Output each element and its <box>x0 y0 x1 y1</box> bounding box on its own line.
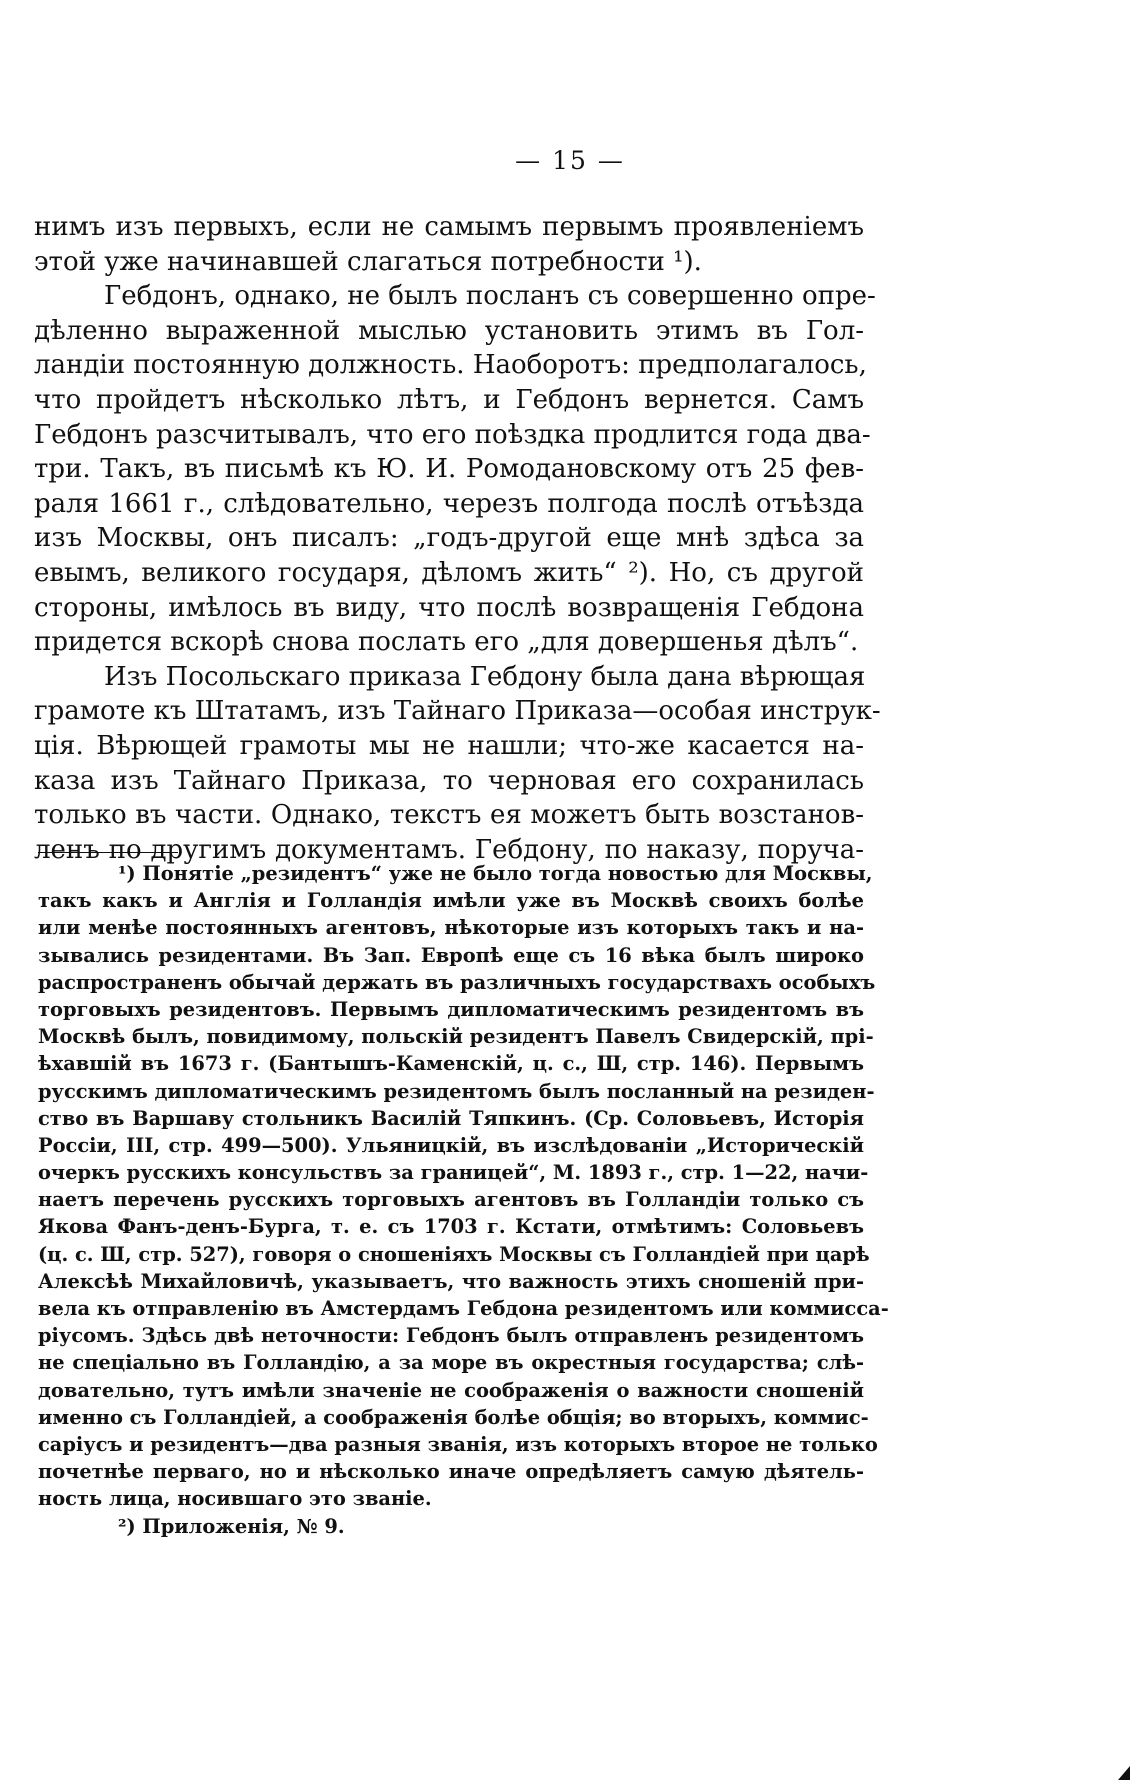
text-line: этой уже начинавшей слагаться потребности ¹). <box>34 246 702 277</box>
footnote-line: русскимъ дипломатическимъ резидентомъ былъ посланный на резиден- <box>38 1079 875 1103</box>
footnote-divider <box>38 852 178 853</box>
footnote-line: почетнѣе перваго, но и нѣсколько иначе опредѣляетъ самую дѣятель- <box>38 1460 864 1484</box>
footnote-line: именно съ Голландiей, а соображенiя болѣе общiя; во вторыхъ, коммис- <box>38 1405 869 1429</box>
text-line: только въ части. Однако, текстъ ея можетъ быть возстанов- <box>34 800 864 831</box>
footnote-line: не спецiально въ Голландiю, а за море въ окрестныя государства; слѣ- <box>38 1351 864 1375</box>
footnote-line: Якова Фанъ-денъ-Бурга, т. е. съ 1703 г. Кстати, отмѣтимъ: Соловьевъ <box>38 1215 864 1239</box>
footnote-line: распространенъ обычай держать въ различныхъ государствахъ особыхъ <box>38 970 876 994</box>
footnote-line: или менѣе постоянныхъ агентовъ, нѣкоторые изъ которыхъ такъ и на- <box>38 916 864 940</box>
footnote-line: такъ какъ и Англiя и Голландiя имѣли уже въ Москвѣ своихъ болѣе <box>38 889 864 913</box>
text-line: каза изъ Тайнаго Приказа, то черновая его сохранилась <box>34 765 864 796</box>
text-line: придется вскорѣ снова послать его „для довершенья дѣлъ“. <box>34 627 859 658</box>
footnote-line: Россiи, III, стр. 499—500). Ульяницкiй, въ изслѣдованiи „Историческiй <box>38 1133 864 1157</box>
footnote-line: ность лица, носившаго это званiе. <box>38 1487 432 1511</box>
text-line: Изъ Посольскаго приказа Гебдону была дана вѣрющая <box>104 661 866 692</box>
footnote-line: ство въ Варшаву стольникъ Василiй Тяпкинъ. (Ср. Соловьевъ, Исторiя <box>38 1106 864 1130</box>
text-line: нимъ изъ первыхъ, если не самымъ первымъ проявленiемъ <box>34 212 864 242</box>
page-number: — 15 — <box>515 146 625 175</box>
text-line: грамоте къ Штатамъ, изъ Тайнаго Приказа—особая инструк- <box>34 696 881 727</box>
footnote-line: ѣхавшiй въ 1673 г. (Бантышъ-Каменскiй, ц. с., Ш, стр. 146). Первымъ <box>38 1052 864 1076</box>
text-line: ленъ по другимъ документамъ. Гебдону, по наказу, поруча- <box>34 834 864 865</box>
footnote-line: Москвѣ былъ, повидимому, польскiй резидентъ Павелъ Свидерскiй, прi- <box>38 1025 874 1049</box>
footnote-line: рiусомъ. Здѣсь двѣ неточности: Гебдонъ былъ отправленъ резидентомъ <box>38 1324 864 1348</box>
footnote-line: торговыхъ резидентовъ. Первымъ дипломатическимъ резидентомъ въ <box>38 997 864 1021</box>
text-line: стороны, имѣлось въ виду, что послѣ возвращенiя Гебдона <box>34 592 864 623</box>
text-line: три. Такъ, въ письмѣ къ Ю. И. Ромодановскому отъ 25 фев- <box>34 454 864 485</box>
footnote-line: Алексѣѣ Михайловичѣ, указываетъ, что важность этихъ сношенiй при- <box>38 1269 864 1293</box>
footnote-line: сарiусъ и резидентъ—два разныя званiя, изъ которыхъ второе не только <box>38 1432 878 1456</box>
text-line: Гебдонъ, однако, не былъ посланъ съ совершенно опре- <box>104 281 876 312</box>
text-line: цiя. Вѣрющей грамоты мы не нашли; что-же касается на- <box>34 730 864 761</box>
footnote-line: зывались резидентами. Въ Зап. Европѣ еще съ 16 вѣка былъ широко <box>38 943 864 967</box>
main-text-block <box>34 210 881 867</box>
footnote-line: ²) Приложенiя, № 9. <box>118 1514 345 1538</box>
scan-corner-mark <box>1118 1766 1130 1780</box>
text-line: ландiи постоянную должность. Наоборотъ: предполагалось, <box>34 350 867 381</box>
text-line: Гебдонъ разсчитывалъ, что его поѣздка продлится года два- <box>34 419 871 450</box>
footnote-line: ¹) Понятiе „резидентъ“ уже не было тогда новостью для Москвы, <box>118 862 873 885</box>
text-line: евымъ, великого государя, дѣломъ жить“ ²). Но, съ другой <box>34 557 864 588</box>
footnote-line: наетъ перечень русскихъ торговыхъ агентовъ въ Голландiи только съ <box>38 1188 864 1212</box>
footnote-line: вела къ отправленiю въ Амстердамъ Гебдона резидентомъ или коммисса- <box>38 1297 889 1320</box>
text-line: изъ Москвы, онъ писалъ: „годъ-другой еще мнѣ здѣса за <box>34 523 864 554</box>
text-line: что пройдетъ нѣсколько лѣтъ, и Гебдонъ вернется. Самъ <box>34 384 864 415</box>
footnote-line: (ц. с. Ш, стр. 527), говоря о сношенiяхъ Москвы съ Голландiей при царѣ <box>38 1242 870 1266</box>
text-line: раля 1661 г., слѣдовательно, черезъ полгода послѣ отъѣзда <box>34 488 864 519</box>
footnote-line: очеркъ русскихъ консульствъ за границей“, М. 1893 г., стр. 1—22, начи- <box>38 1161 869 1185</box>
text-line: дѣленно выраженной мыслью установить этимъ въ Гол- <box>34 315 864 346</box>
footnotes-block <box>38 860 889 1540</box>
footnote-line: довательно, тутъ имѣли значенiе не соображенiя о важности сношенiй <box>38 1378 864 1402</box>
